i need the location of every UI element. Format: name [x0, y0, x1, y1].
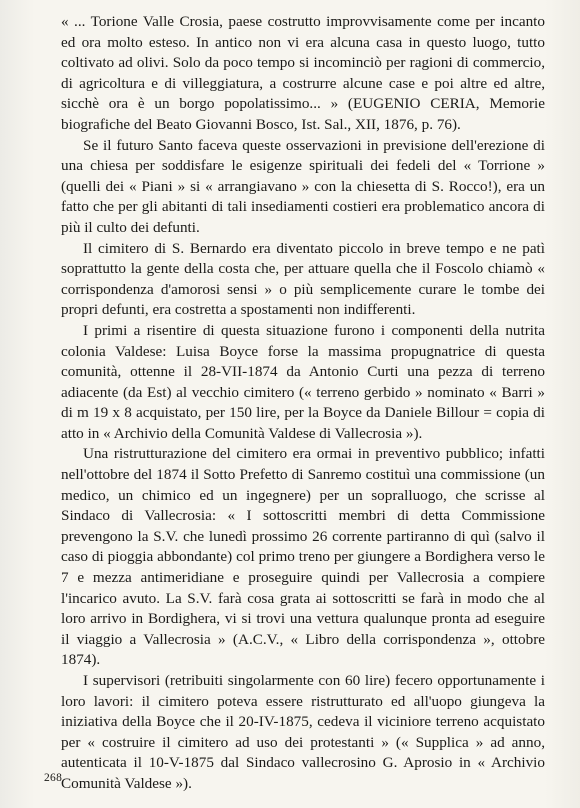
paragraph-2: Se il futuro Santo faceva queste osservazioni in previsione dell'erezione di una chiesa per soddisfare le esigenze spirituali dei fedeli del « Torrione » (quelli dei « Piani » si « arrangiavano » con la chiesetta di S. Rocco!), era un fatto che per gli abitanti di tali insediamenti costieri era problematico ancora di più il culto dei defunti. [61, 136, 545, 236]
paragraph-4: I primi a risentire di questa situazione furono i componenti della nutrita colonia Valdese: Luisa Boyce forse la massima propugnatrice di questa comunità, ottenne il 28-VII-1874 da Antonio Curti una pezza di terreno adiacente (da Est) al vecchio cimitero (« terreno gerbido » nominato « Barri » di m 19 x 8 acquistato, per 150 lire, per la Boyce da Daniele Billour = copia di atto in « Archivio della Comunità Valdese di Vallecrosia »). [61, 321, 545, 442]
paragraph-5: Una ristrutturazione del cimitero era ormai in preventivo pubblico; infatti nell'ottobre del 1874 il Sotto Prefetto di Sanremo costituì una commissione (un medico, un chimico ed un ingegnere) per un sopralluogo, che scrisse al Sindaco di Vallecrosia: « I sottoscritti membri di detta Commissione prevengono la S.V. che lunedì prossimo 26 corrente partiranno di quì (salvo il caso di pioggia abbondante) col primo treno per giungere a Bordighera verso le 7 e mezza antimeridiane e proseguire quindi per Vallecrosia a compiere l'incarico avuto. La S.V. farà cosa grata ai sottoscritti se farà in modo che al loro arrivo in Bordighera, vi si trovi una vettura qualunque pronta ad eseguire il viaggio a Vallecrosia » (A.C.V., « Libro della corrispondenza », ottobre 1874). [61, 445, 545, 669]
paragraph-3: Il cimitero di S. Bernardo era diventato piccolo in breve tempo e ne patì soprattutto la gente della costa che, per attuare quella che il Foscolo chiamò « corrispondenza d'amorosi sensi » o più semplicemente curare le tombe dei propri defunti, era costretta a spostamenti non indifferenti. [61, 239, 545, 319]
paragraph-1: « ... Torione Valle Crosia, paese costrutto improvvisamente come per incanto ed ora molto esteso. In antico non vi era alcuna casa in questo luogo, tutto coltivato ad olivi. Solo da poco tempo si incominciò per ragioni di commercio, di agricoltura e di villeggiatura, a costrurre alcune case e poi altre ed altre, sicchè ora è un borgo popolatissimo... » (EUGENIO CERIA, Memorie biografiche del Beato Giovanni Bosco, Ist. Sal., XII, 1876, p. 76). [61, 13, 545, 133]
paragraph-6: I supervisori (retribuiti singolarmente con 60 lire) fecero opportunamente i loro lavori: il cimitero poteva essere ristrutturato ed all'uopo giungeva la iniziativa della Boyce che il 20-IV-1875, cedeva il viciniore terreno acquistato per « costruire il cimitero ad uso dei protestanti » (« Supplica » ad anno, autenticata il 10-V-1875 dal Sindaco vallecrosino G. Aprosio in « Archivio Comunità Valdese »). [61, 672, 545, 792]
page-number: 268 [44, 772, 63, 784]
body-text [61, 12, 545, 795]
